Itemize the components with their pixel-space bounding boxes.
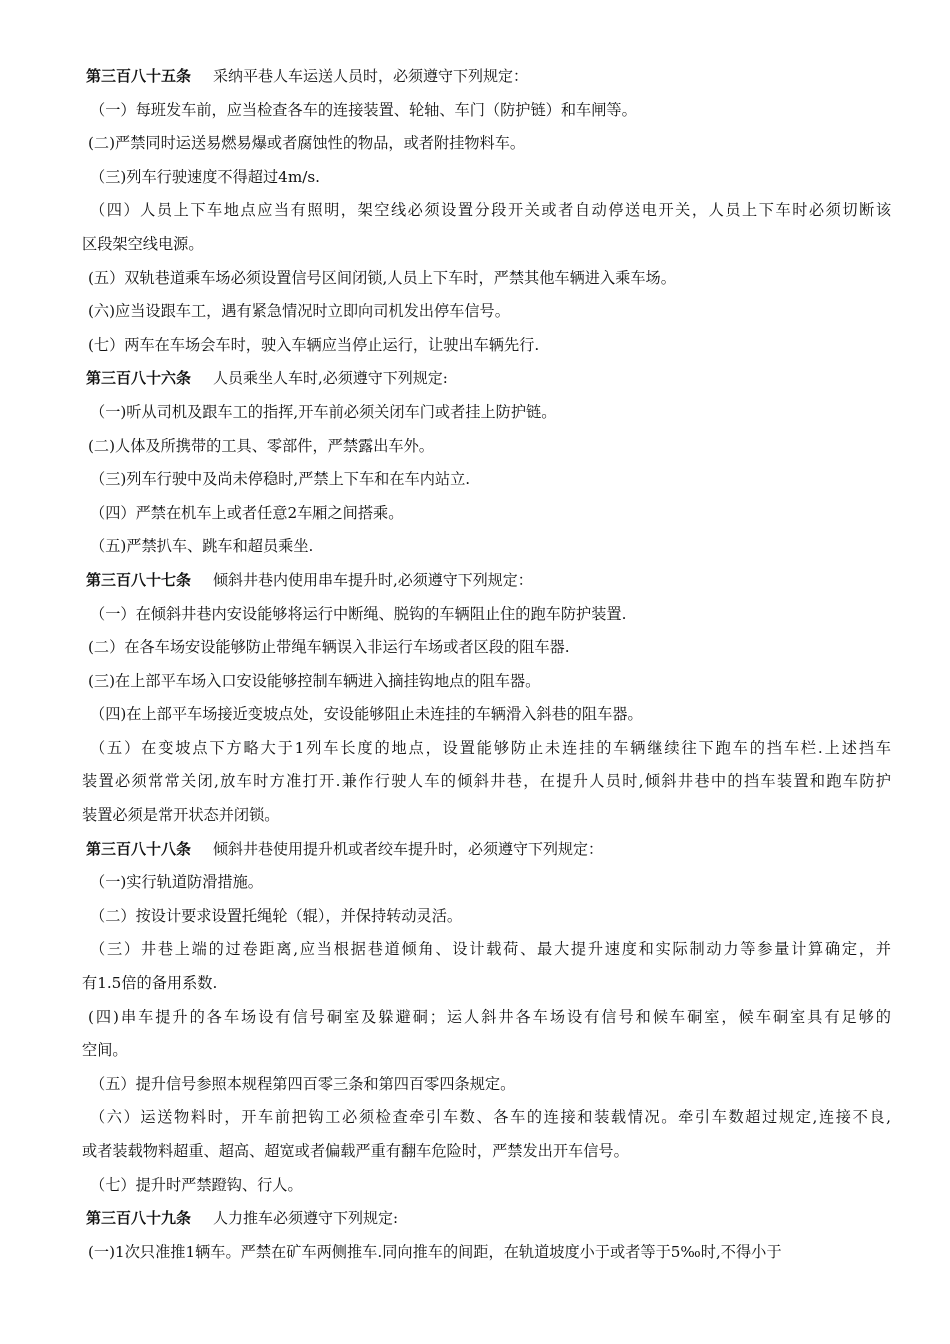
clause-line: （四)在上部平车场接近变坡点处，安设能够阻止未连挂的车辆滑入斜巷的阻车器。 — [90, 705, 643, 724]
clause-line: (二）在各车场安设能够防止带绳车辆误入非运行车场或者区段的阻车器. — [88, 638, 570, 657]
clause-line: (二)人体及所携带的工具、零部件，严禁露出车外。 — [88, 436, 434, 455]
clause-continuation: 装置必须是常开状态并闭锁。 — [82, 806, 280, 825]
article-title: 第三百八十五条 — [86, 67, 192, 85]
article-heading — [86, 60, 891, 94]
article-title: 第三百八十八条 — [86, 839, 192, 858]
clause-continuation: 空间。 — [82, 1041, 128, 1060]
clause-line: （一)听从司机及跟车工的指挥,开车前必须关闭车门或者挂上防护链。 — [90, 402, 557, 421]
article-heading — [86, 833, 891, 867]
clause-line: （七）提升时严禁蹬钩、行人。 — [90, 1175, 303, 1194]
clause-continuation: 区段架空线电源。 — [82, 234, 204, 253]
clause-line: （二）按设计要求设置托绳轮（辊），并保持转动灵活。 — [90, 906, 463, 925]
clause-continuation: 或者装载物料超重、超高、超宽或者偏载严重有翻车危险时，严禁发出开车信号。 — [82, 1142, 629, 1160]
clause-continuation: 装置必须常常关闭,放车时方准打开.兼作行驶人车的倾斜井巷，在提升人员时,倾斜井巷中的挡车装置和跑车防护 — [82, 772, 891, 791]
article-heading — [86, 1202, 891, 1236]
clause-line: (一)1次只准推1辆车。严禁在矿车两侧推车.同向推车的间距，在轨道坡度小于或者等于5‰时,不得小于 — [88, 1242, 782, 1261]
article-intro: 倾斜井巷内使用串车提升时,必须遵守下列规定： — [213, 570, 533, 589]
clause-line: (五）双轨巷道乘车场必须设置信号区间闭锁,人员上下车时，严禁其他车辆进入乘车场。 — [88, 268, 676, 287]
article-title: 第三百八十七条 — [86, 570, 192, 589]
clause-line: （一)实行轨道防滑措施。 — [90, 873, 263, 892]
article-heading — [86, 362, 891, 396]
clause-line: (二)严禁同时运送易燃易爆或者腐蚀性的物品，或者附挂物料车。 — [88, 134, 526, 153]
clause-continuation: 有1.5倍的备用系数. — [82, 974, 218, 993]
document-page — [82, 60, 891, 1269]
clause-line: (七）两车在车场会车时，驶入车辆应当停止运行，让驶出车辆先行. — [88, 335, 540, 354]
article-intro: 人员乘坐人车时,必须遵守下列规定: — [213, 369, 448, 388]
clause-line: （五）在变坡点下方略大于1列车长度的地点，设置能够防止未连挂的车辆继续往下跑车的挡车栏.上述挡车 — [90, 738, 891, 757]
clause-line: （五)严禁扒车、跳车和超员乘坐. — [90, 537, 314, 556]
article-intro: 倾斜井巷使用提升机或者绞车提升时，必须遵守下列规定： — [213, 839, 604, 858]
clause-line: （三)列车行驶速度不得超过4m/s. — [90, 167, 320, 186]
clause-line: （五）提升信号参照本规程第四百零三条和第四百零四条规定。 — [90, 1074, 516, 1093]
clause-line: （一）每班发车前，应当检查各车的连接装置、轮轴、车门（防护链）和车闸等。 — [90, 100, 637, 119]
clause-line: （六）运送物料时，开车前把钩工必须检查牵引车数、各车的连接和装载情况。牵引车数超过规定,连接不良, — [90, 1108, 891, 1127]
clause-line: （四）人员上下车地点应当有照明，架空线必须设置分段开关或者自动停送电开关，人员上下车时必须切断该 — [90, 201, 891, 220]
article-title: 第三百八十九条 — [86, 1209, 192, 1228]
clause-line: (六)应当设跟车工，遇有紧急情况时立即向司机发出停车信号。 — [88, 302, 510, 321]
article-intro: 采纳平巷人车运送人员时，必须遵守下列规定： — [213, 67, 529, 85]
clause-line: (四)串车提升的各车场设有信号硐室及躲避硐；运人斜井各车场设有信号和候车硐室，候车硐室具有足够的 — [88, 1007, 891, 1026]
clause-line: (三)在上部平车场入口安设能够控制车辆进入摘挂钩地点的阻车器。 — [88, 671, 541, 690]
clause-line: （三)列车行驶中及尚未停稳时,严禁上下车和在车内站立. — [90, 470, 471, 489]
clause-line: （一）在倾斜井巷内安设能够将运行中断绳、脱钩的车辆阻止住的跑车防护装置. — [90, 604, 627, 623]
article-intro: 人力推车必须遵守下列规定: — [213, 1209, 399, 1228]
clause-line: （四）严禁在机车上或者任意2车厢之间搭乘。 — [90, 503, 404, 522]
clause-line: （三）井巷上端的过卷距离,应当根据巷道倾角、设计载荷、最大提升速度和实际制动力等参量计算确定，并 — [90, 940, 891, 959]
article-title: 第三百八十六条 — [86, 369, 192, 388]
article-heading — [86, 564, 891, 598]
